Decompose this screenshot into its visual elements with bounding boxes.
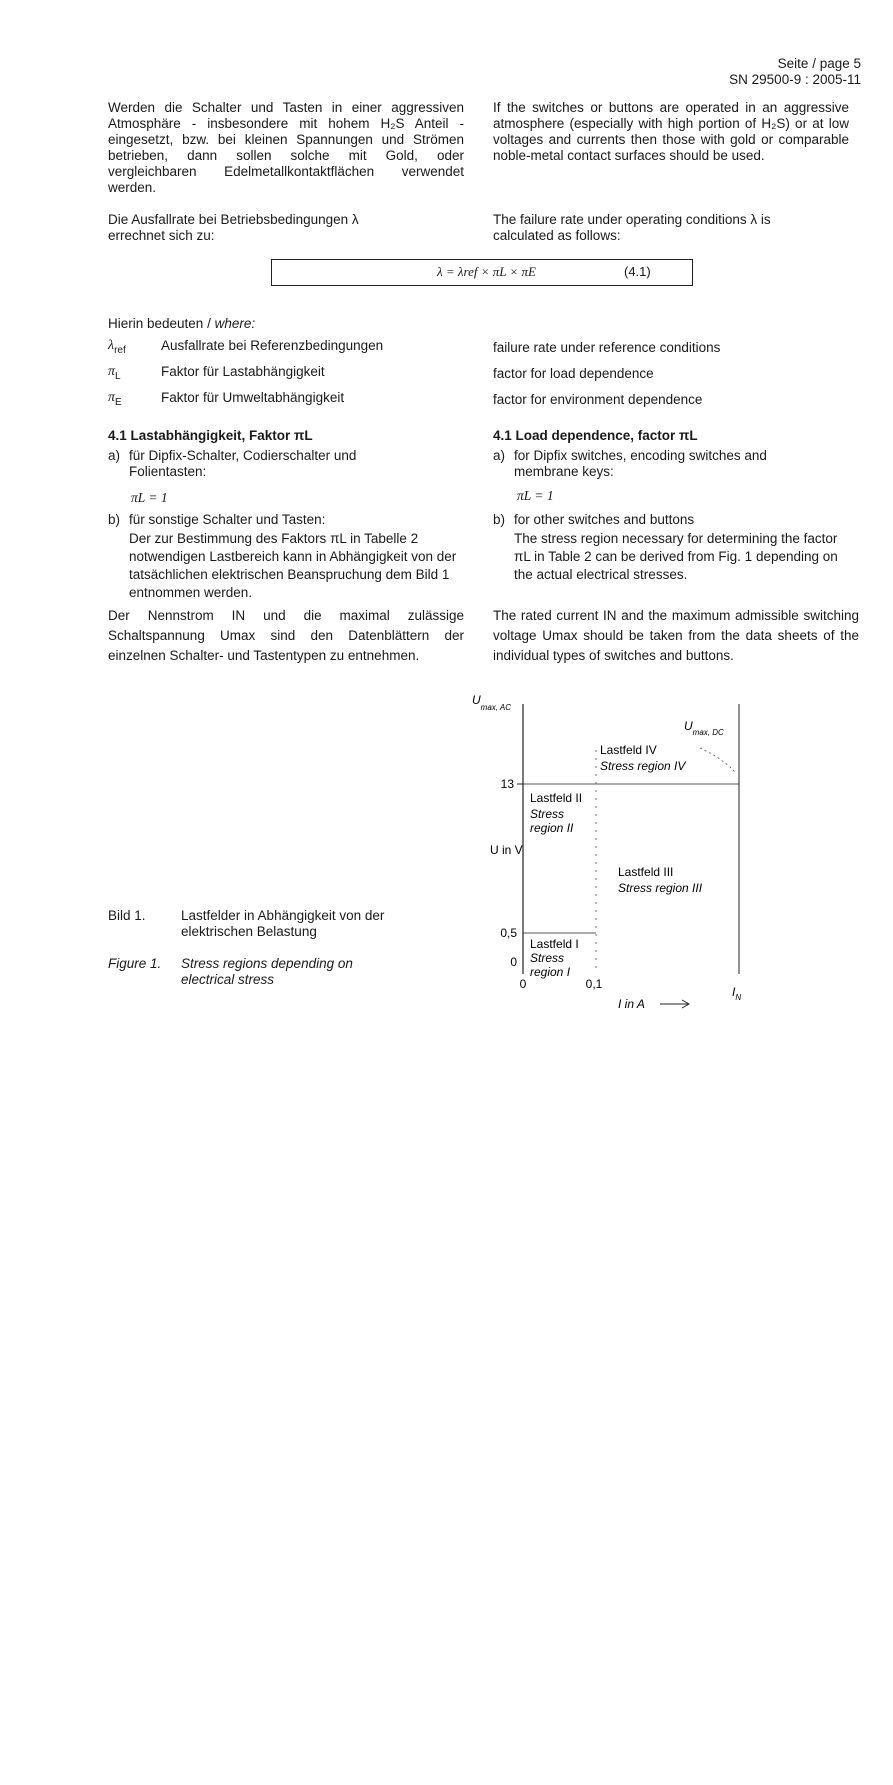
item-a-label-de: a) [108, 448, 121, 463]
stress-region-figure [460, 690, 760, 1020]
where-item-1-de: Ausfallrate bei Referenzbedingungen [161, 338, 384, 353]
where-item-3-de: Faktor für Umweltabhängigkeit [161, 390, 345, 405]
item-b-body-de: Der zur Bestimmung des Faktors πL in Tabelle 2 notwendigen Lastbereich kann in Abhängigkeit von der tatsächlichen elektrischen Beanspruchung dem Bild 1 entnommen werden. [129, 531, 457, 600]
page-number: Seite / page 5 [777, 56, 861, 71]
region-i-de: Lastfeld I [530, 937, 579, 951]
item-b-de: für sonstige Schalter und Tasten: [129, 512, 326, 527]
symbol-pi-l: $\pi_L$ [108, 364, 121, 382]
where-item-2-en: factor for load dependence [493, 366, 654, 381]
rated-en: The rated current IN and the maximum admissible switching voltage Umax should be taken from the data sheets of the individual types of switches and buttons. [493, 608, 859, 663]
item-a-formula-de: πL = 1 [131, 490, 168, 505]
rated-de: Der Nennstrom IN und die maximal zulässige Schaltspannung Umax sind den Datenblättern der einzelnen Schalter- und Tastentypen zu entnehmen. [108, 608, 464, 663]
x-axis-label: I in A [618, 997, 645, 1011]
section-title-de: 4.1 Lastabhängigkeit, Faktor πL [108, 428, 313, 443]
caption-label-de: Bild 1. [108, 908, 146, 923]
x-axis-end-label: $I_N$ [732, 985, 742, 1002]
item-a-de: für Dipfix-Schalter, Codierschalter und Folientasten: [129, 448, 357, 479]
dc-label: $U_{max, DC}$ [684, 719, 724, 737]
region-ii-en2: region II [530, 821, 574, 835]
x-tick-01: 0,1 [585, 977, 603, 991]
item-b-label-en: b) [493, 512, 506, 527]
formula-box [271, 259, 693, 286]
caption-text-en: Stress regions depending on electrical stress [181, 956, 353, 987]
intro-de: Werden die Schalter und Tasten in einer aggressiven Atmosphäre - insbesondere mit hohem H₂S Anteil - eingesetzt, bzw. bei kleinen Spannungen und Strömen betrieben, dann sollen solche mit Gold, oder vergleichbaren Edelmetallkontaktflächen verwendet werden. [108, 100, 464, 195]
where-item-3-en: factor for environment dependence [493, 392, 703, 407]
intro-en: If the switches or buttons are operated in an aggressive atmosphere (especially with high portion of H₂S) or at low voltages and currents then those with gold or comparable noble-metal contact surfaces should be used. [493, 100, 849, 163]
item-a-formula-en: πL = 1 [517, 488, 554, 503]
document-id: SN 29500-9 : 2005-11 [729, 72, 861, 87]
region-iv-en: Stress region IV [600, 759, 686, 773]
section-title-en: 4.1 Load dependence, factor πL [493, 428, 698, 443]
item-a-label-en: a) [493, 448, 506, 463]
rate-en: The failure rate under operating conditions λ is calculated as follows: [493, 212, 771, 243]
y-axis-top-label: $U_{max, AC}$ [472, 693, 512, 712]
item-b-label-de: b) [108, 512, 121, 527]
formula-number: (4.1) [624, 264, 651, 279]
tick-label-13: 13 [500, 777, 514, 791]
symbol-lambda-ref: $\lambda_{ref}$ [108, 338, 126, 356]
item-b-body-en: The stress region necessary for determining the factor πL in Table 2 can be derived from Fig. 1 depending on the actual electrical stresses. [514, 531, 838, 582]
where-item-1-en: failure rate under reference conditions [493, 340, 721, 355]
where-heading [108, 316, 255, 332]
caption-label-en: Figure 1. [108, 956, 162, 971]
where-item-2-de: Faktor für Lastabhängigkeit [161, 364, 325, 379]
formula: λ = λref × πL × πE [437, 264, 536, 279]
tick-label-05: 0,5 [500, 926, 517, 940]
item-b-en: for other switches and buttons [514, 512, 695, 527]
x-tick-0: 0 [519, 977, 527, 991]
region-ii-en1: Stress [530, 807, 565, 821]
region-iii-en: Stress region III [618, 881, 703, 895]
y-axis-label: U in V [490, 843, 523, 857]
page-header [729, 56, 861, 88]
region-ii-de: Lastfeld II [530, 791, 583, 805]
dc-curve [700, 748, 735, 772]
tick-label-0: 0 [510, 955, 517, 969]
rate-de: Die Ausfallrate bei Betriebsbedingungen λ errechnet sich zu: [108, 212, 359, 243]
caption-text-de: Lastfelder in Abhängigkeit von der elektrischen Belastung [181, 908, 385, 939]
region-i-en2: region I [530, 965, 571, 979]
region-iv-de: Lastfeld IV [600, 743, 657, 757]
where-de: Hierin bedeuten / [108, 316, 215, 331]
symbol-pi-e: $\pi_E$ [108, 390, 122, 408]
region-iii-de: Lastfeld III [618, 865, 674, 879]
item-a-en: for Dipfix switches, encoding switches and membrane keys: [514, 448, 767, 479]
region-i-en1: Stress [530, 951, 565, 965]
where-en: where: [214, 316, 256, 331]
